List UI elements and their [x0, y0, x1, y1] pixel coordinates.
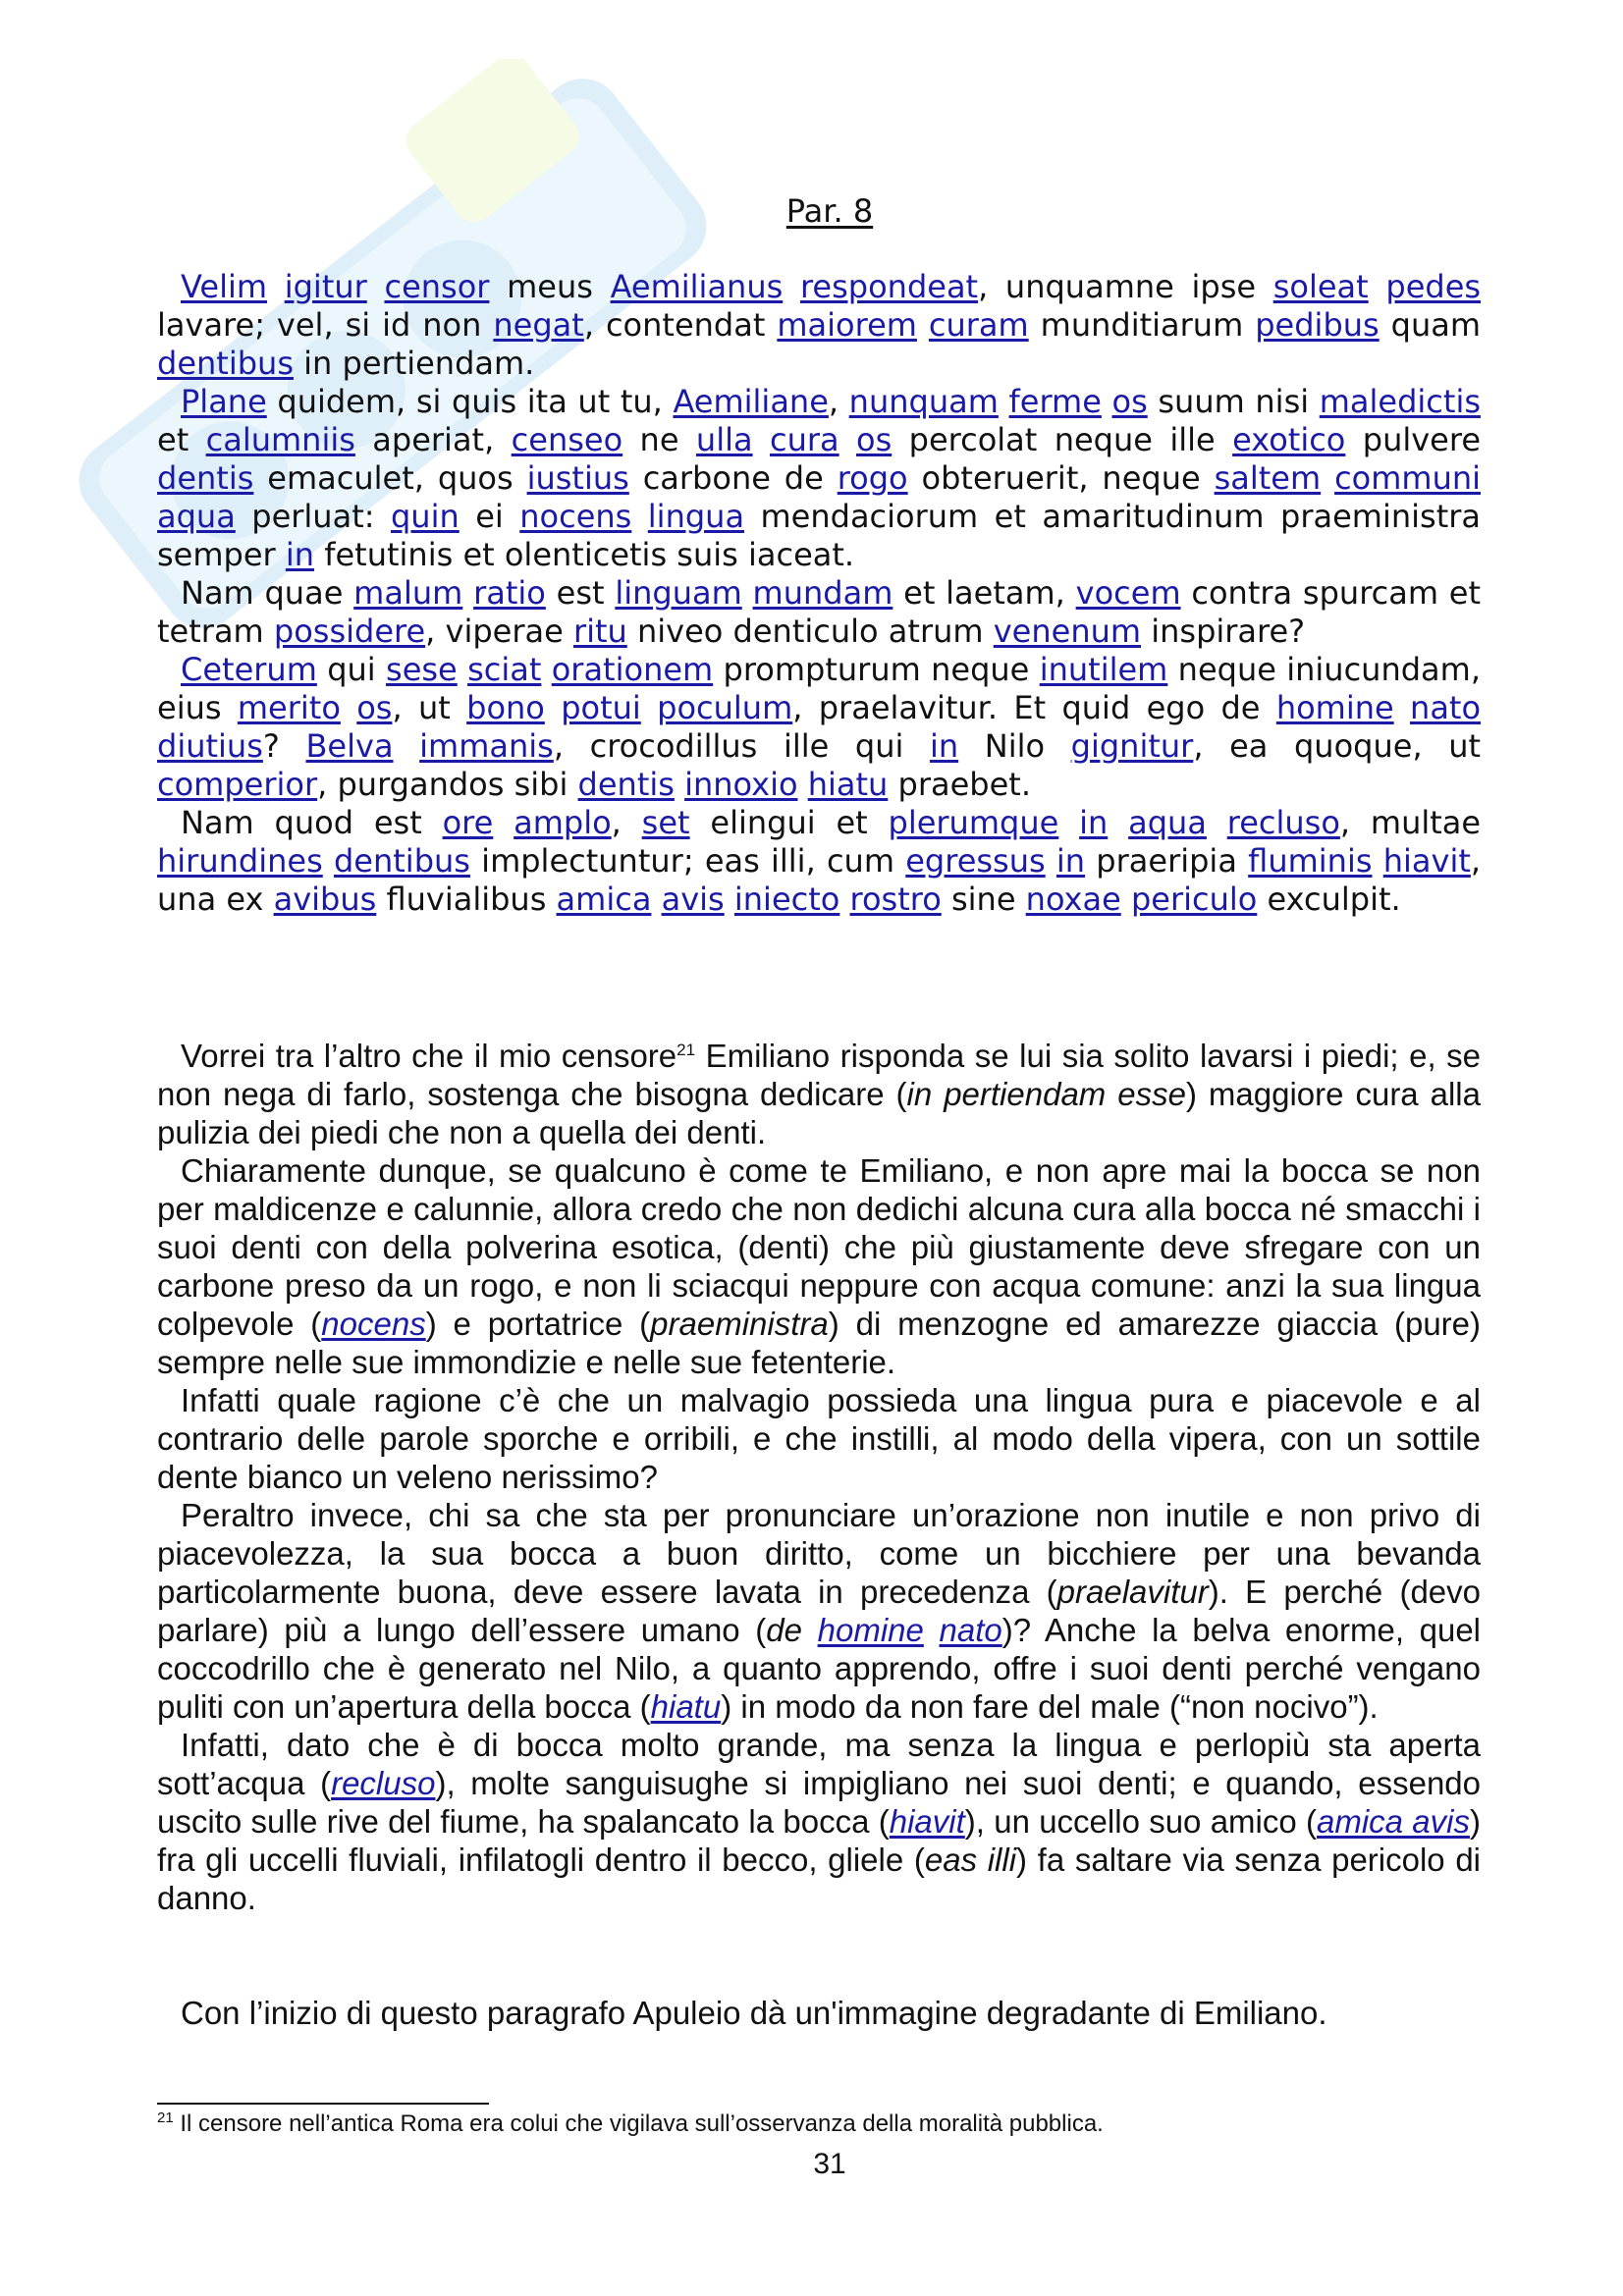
text-run: inspirare?	[1141, 613, 1306, 650]
word-link[interactable]: os	[356, 689, 393, 726]
latin-paragraph	[157, 651, 1481, 804]
text-run: ) fa saltare via senza pericolo di danno.	[157, 1842, 1481, 1916]
word-link[interactable]: Aemilianus	[610, 268, 784, 305]
word-link[interactable]: dentibus	[157, 345, 294, 382]
text-run	[1207, 804, 1227, 841]
italic-link-term	[940, 1612, 1002, 1648]
word-link[interactable]: maledictis	[1319, 383, 1481, 420]
word-link[interactable]: recluso	[331, 1765, 436, 1801]
text-run: Nam quae	[181, 574, 354, 612]
text-run	[798, 766, 808, 803]
text-run	[675, 766, 684, 803]
word-link[interactable]: avibus	[273, 881, 377, 918]
word-link[interactable]: amica avis	[1317, 1803, 1470, 1840]
text-run	[651, 881, 661, 918]
word-link[interactable]: vocem	[1075, 574, 1181, 612]
word-link[interactable]: dentibus	[333, 842, 470, 880]
text-run: ) maggiore cura alla pulizia dei piedi che non a quella dei denti.	[157, 1076, 1481, 1150]
text-run	[367, 268, 385, 305]
text-run: ) fra gli uccelli fluviali, infilatogli dentro il becco, gliele (	[157, 1803, 1481, 1878]
text-run: , viperae	[425, 613, 573, 650]
word-link[interactable]: linguam	[615, 574, 742, 612]
latin-paragraph	[157, 804, 1481, 919]
word-link[interactable]: poculum	[657, 689, 793, 726]
text-run: percolat neque ille	[892, 421, 1233, 458]
word-link[interactable]: lingua	[647, 498, 745, 535]
text-run: ), molte sanguisughe si impigliano nei suoi denti; e quando, essendo uscito sulle rive del fiume, ha spalancato la bocca (	[157, 1765, 1481, 1840]
text-run: Vorrei tra l’altro che il mio censore	[181, 1038, 677, 1074]
word-link[interactable]: Velim	[181, 268, 268, 305]
word-link[interactable]: in	[285, 536, 315, 573]
text-run	[1369, 268, 1386, 305]
footnote	[157, 2110, 1104, 2138]
word-link[interactable]: sese	[386, 651, 458, 688]
italic-term: eas illi	[924, 1842, 1017, 1878]
text-run: quam	[1379, 306, 1482, 344]
footnote-text: Il censore nell’antica Roma era colui che vigilava sull’osservanza della moralità pubblica.	[173, 2110, 1104, 2137]
word-link[interactable]: homine	[1275, 689, 1394, 726]
word-link[interactable]: ulla	[695, 421, 753, 458]
text-run: carbone de	[628, 459, 838, 497]
text-run: , praelavitur. Et quid ego de	[792, 689, 1276, 726]
word-link[interactable]: os	[856, 421, 893, 458]
italic-term: de	[766, 1612, 818, 1648]
latin-paragraph	[157, 268, 1481, 383]
text-run: Nilo	[958, 727, 1071, 765]
translation-paragraph	[157, 1381, 1481, 1496]
word-link[interactable]: exotico	[1232, 421, 1346, 458]
word-link[interactable]: saltem	[1214, 459, 1322, 497]
word-link[interactable]: periculo	[1130, 881, 1258, 918]
word-link[interactable]: comperior	[157, 766, 318, 803]
text-run: ), un uccello suo amico (	[964, 1803, 1317, 1840]
word-link[interactable]: censeo	[511, 421, 623, 458]
text-run	[1058, 804, 1079, 841]
text-run	[341, 689, 356, 726]
text-run: et laetam,	[893, 574, 1076, 612]
italic-link-term	[1317, 1803, 1470, 1840]
translation-paragraph	[157, 1151, 1481, 1381]
italic-link-term	[331, 1765, 435, 1801]
word-link[interactable]: avis	[661, 881, 725, 918]
text-run: ?	[262, 727, 306, 765]
text-run	[1321, 459, 1334, 497]
word-link[interactable]: pedibus	[1255, 306, 1380, 344]
word-link[interactable]: aqua	[1128, 804, 1207, 841]
text-run: implectuntur; eas illi, cum	[469, 842, 906, 880]
text-run: aperiat,	[354, 421, 512, 458]
text-run: ) di menzogne ed amarezze giaccia (pure) sempre nelle sue immondizie e nelle sue fetenterie.	[157, 1306, 1482, 1380]
text-run: )? Anche la belva enorme, quel coccodrillo che è generato nel Nilo, a quanto apprendo, offre i suoi denti perché vengano puliti con un’apertura della bocca (	[157, 1612, 1482, 1725]
word-link[interactable]: bono	[466, 689, 545, 726]
word-link[interactable]: hiatu	[807, 766, 889, 803]
text-run: pulvere	[1345, 421, 1482, 458]
text-run: ,	[611, 804, 642, 841]
word-link[interactable]: mundam	[752, 574, 893, 612]
text-run	[1102, 383, 1112, 420]
word-link[interactable]: recluso	[1226, 804, 1340, 841]
word-link[interactable]: possidere	[273, 613, 426, 650]
italic-link-term	[321, 1306, 425, 1342]
word-link[interactable]: venenum	[993, 613, 1142, 650]
word-link[interactable]: curam	[928, 306, 1029, 344]
text-run: ) e portatrice (	[425, 1306, 651, 1342]
text-run: , unquamne ipse	[978, 268, 1273, 305]
text-run: praebet.	[888, 766, 1031, 803]
text-run	[631, 498, 647, 535]
text-run: Infatti quale ragione c’è che un malvagio possieda una lingua pura e piacevole e al contrario delle parole sporche e orribili, e che instilli, al modo della vipera, con un sottile dente bianco un veleno nerissimo?	[157, 1382, 1481, 1495]
text-run: emaculet, quos	[253, 459, 527, 497]
text-run	[839, 881, 849, 918]
text-run	[783, 268, 800, 305]
text-run: , purgandos sibi	[317, 766, 578, 803]
footnote-number: 21	[157, 2109, 174, 2126]
text-run: suum nisi	[1147, 383, 1320, 420]
text-run	[267, 268, 285, 305]
word-link[interactable]: plerumque	[888, 804, 1059, 841]
text-run	[541, 651, 551, 688]
text-run	[917, 306, 929, 344]
text-run: Peraltro invece, chi sa che sta per pronunciare un’orazione non inutile e non privo di piacevolezza, la sua bocca a buon diritto, come un bicchiere per una bevanda particolarmente buona, deve essere lavata in precedenza (	[157, 1497, 1481, 1610]
translation-paragraph	[157, 1496, 1481, 1726]
text-run: , crocodillus ille qui	[553, 727, 930, 765]
word-link[interactable]: ritu	[572, 613, 627, 650]
text-run: exculpit.	[1257, 881, 1401, 918]
translation-paragraph	[157, 1726, 1481, 1917]
text-run	[725, 881, 734, 918]
latin-paragraph	[157, 574, 1481, 651]
text-run	[1046, 842, 1056, 880]
text-run: ) in modo da non fare del male (“non nocivo”).	[721, 1688, 1379, 1725]
word-link[interactable]: calumniis	[205, 421, 355, 458]
text-run: ). E perché (devo parlare) più a lungo dell’essere umano (	[157, 1574, 1482, 1648]
text-run	[1394, 689, 1410, 726]
word-link[interactable]: hirundines	[157, 842, 323, 880]
word-link[interactable]: Ceterum	[181, 651, 317, 688]
word-link[interactable]: rostro	[849, 881, 942, 918]
word-link[interactable]: homine	[817, 1612, 924, 1648]
word-link[interactable]: nato	[1410, 689, 1482, 726]
word-link[interactable]: pedes	[1385, 268, 1482, 305]
word-link[interactable]: ore	[442, 804, 494, 841]
text-run	[545, 689, 561, 726]
text-run	[1121, 881, 1131, 918]
translation-paragraph	[157, 1037, 1481, 1151]
word-link[interactable]: communi	[1334, 459, 1482, 497]
text-run: mendaciorum et amaritudinum praeministra semper	[157, 498, 1482, 573]
text-run: sine	[941, 881, 1026, 918]
word-link[interactable]: censor	[384, 268, 490, 305]
word-link[interactable]: noxae	[1025, 881, 1121, 918]
text-run: fluvialibus	[376, 881, 557, 918]
word-link[interactable]: merito	[237, 689, 341, 726]
word-link[interactable]: maiorem	[777, 306, 917, 344]
word-link[interactable]: dentis	[157, 459, 254, 497]
text-run	[458, 651, 467, 688]
text-run: Emiliano risponda se lui sia solito lavarsi i piedi; e, se non nega di farlo, sostenga che bisogna dedicare (	[157, 1038, 1481, 1112]
text-run: ei	[459, 498, 520, 535]
word-link[interactable]: in	[1055, 842, 1086, 880]
word-link[interactable]: nocens	[519, 498, 632, 535]
text-run: meus	[489, 268, 611, 305]
text-run: prompturum neque	[713, 651, 1040, 688]
word-link[interactable]: aqua	[157, 498, 236, 535]
word-link[interactable]: sciat	[467, 651, 542, 688]
word-link[interactable]: soleat	[1272, 268, 1369, 305]
page-title: Par. 8	[785, 192, 874, 230]
text-run: perluat:	[235, 498, 391, 535]
word-link[interactable]: respondeat	[799, 268, 979, 305]
word-link[interactable]: innoxio	[684, 766, 798, 803]
text-run: elingui et	[689, 804, 889, 841]
word-link[interactable]: hiatu	[650, 1688, 722, 1725]
word-link[interactable]: hiavit	[1382, 842, 1471, 880]
word-link[interactable]: rogo	[837, 459, 908, 497]
word-link[interactable]: cura	[769, 421, 839, 458]
italian-translation	[157, 1037, 1481, 1917]
word-link[interactable]: immanis	[419, 727, 554, 765]
text-run	[394, 727, 420, 765]
word-link[interactable]: nocens	[321, 1306, 426, 1342]
text-run	[1373, 842, 1383, 880]
word-link[interactable]: ferme	[1008, 383, 1102, 420]
text-run: Nam quod est	[181, 804, 443, 841]
text-run	[1108, 804, 1128, 841]
italic-term: praelavitur	[1056, 1574, 1209, 1610]
italic-term	[924, 1612, 940, 1648]
word-link[interactable]: egressus	[905, 842, 1046, 880]
word-link[interactable]: Belva	[305, 727, 394, 765]
footnote-ref[interactable]: 21	[676, 1041, 696, 1059]
word-link[interactable]: amica	[556, 881, 652, 918]
word-link[interactable]: in	[1079, 804, 1109, 841]
italic-link-term	[651, 1688, 722, 1725]
word-link[interactable]: gignitur	[1070, 727, 1194, 765]
word-link[interactable]: orationem	[551, 651, 714, 688]
footnote-separator	[157, 2103, 489, 2105]
text-run	[323, 842, 334, 880]
text-run: in pertiendam.	[293, 345, 535, 382]
italic-term: in pertiendam esse	[906, 1076, 1186, 1112]
text-run	[999, 383, 1009, 420]
word-link[interactable]: nato	[939, 1612, 1002, 1648]
text-run: neque iniucundam, eius	[157, 651, 1482, 726]
text-run: ne	[622, 421, 696, 458]
text-run	[742, 574, 753, 612]
text-run	[493, 804, 514, 841]
latin-text	[157, 268, 1481, 919]
word-link[interactable]: Plane	[181, 383, 267, 420]
text-run: , una ex	[157, 842, 1482, 918]
text-run: ,	[828, 383, 849, 420]
text-run	[462, 574, 473, 612]
word-link[interactable]: Aemiliane	[673, 383, 829, 420]
text-run: quidem, si quis ita ut tu,	[266, 383, 674, 420]
word-link[interactable]: hiavit	[889, 1803, 965, 1840]
text-run: fetutinis et olenticetis suis iaceat.	[314, 536, 855, 573]
text-run: qui	[316, 651, 387, 688]
italic-term: praeministra	[650, 1306, 829, 1342]
text-run: , multae	[1339, 804, 1482, 841]
word-link[interactable]: inutilem	[1039, 651, 1168, 688]
text-run: est	[545, 574, 616, 612]
word-link[interactable]: dentis	[577, 766, 675, 803]
word-link[interactable]: fluminis	[1248, 842, 1373, 880]
latin-paragraph	[157, 383, 1481, 574]
word-link[interactable]: iniecto	[733, 881, 840, 918]
text-run: praeripia	[1085, 842, 1249, 880]
text-run	[641, 689, 657, 726]
italic-link-term	[818, 1612, 924, 1648]
word-link[interactable]: ratio	[473, 574, 546, 612]
word-link[interactable]: amplo	[514, 804, 612, 841]
text-run: Infatti, dato che è di bocca molto grande, ma senza la lingua e perlopiù sta aperta sott’acqua (	[157, 1727, 1481, 1801]
page-number: 31	[813, 2148, 846, 2180]
word-link[interactable]: diutius	[157, 727, 263, 765]
word-link[interactable]: potui	[561, 689, 641, 726]
word-link[interactable]: os	[1111, 383, 1148, 420]
italic-link-term	[890, 1803, 965, 1840]
text-run: niveo denticulo atrum	[626, 613, 994, 650]
word-link[interactable]: quin	[390, 498, 460, 535]
commentary-note: Con l’inizio di questo paragrafo Apuleio dà un'immagine degradante di Emiliano.	[181, 1995, 1327, 2031]
word-link[interactable]: in	[929, 727, 959, 765]
text-run: , contendat	[583, 306, 778, 344]
word-link[interactable]: set	[641, 804, 690, 841]
word-link[interactable]: iustius	[526, 459, 629, 497]
text-run	[753, 421, 770, 458]
text-run: , ut	[392, 689, 467, 726]
text-run	[839, 421, 856, 458]
text-run: et	[157, 421, 206, 458]
text-run: lavare; vel, si id non	[157, 306, 494, 344]
word-link[interactable]: negat	[493, 306, 584, 344]
word-link[interactable]: nunquam	[848, 383, 999, 420]
word-link[interactable]: igitur	[284, 268, 367, 305]
text-run: contra spurcam et tetram	[157, 574, 1482, 650]
text-run: , ea quoque, ut	[1193, 727, 1482, 765]
text-run: obteruerit, neque	[907, 459, 1215, 497]
word-link[interactable]: malum	[353, 574, 463, 612]
text-run: Chiaramente dunque, se qualcuno è come te Emiliano, e non apre mai la bocca se non per maldicenze e calunnie, allora credo che non dedichi alcuna cura alla bocca né smacchi i suoi denti con della polverina esotica, (denti) che più giustamente deve sfregare con un carbone preso da un rogo, e non li sciacqui neppure con acqua comune: anzi la sua lingua colpevole (	[157, 1152, 1481, 1342]
text-run: munditiarum	[1028, 306, 1256, 344]
